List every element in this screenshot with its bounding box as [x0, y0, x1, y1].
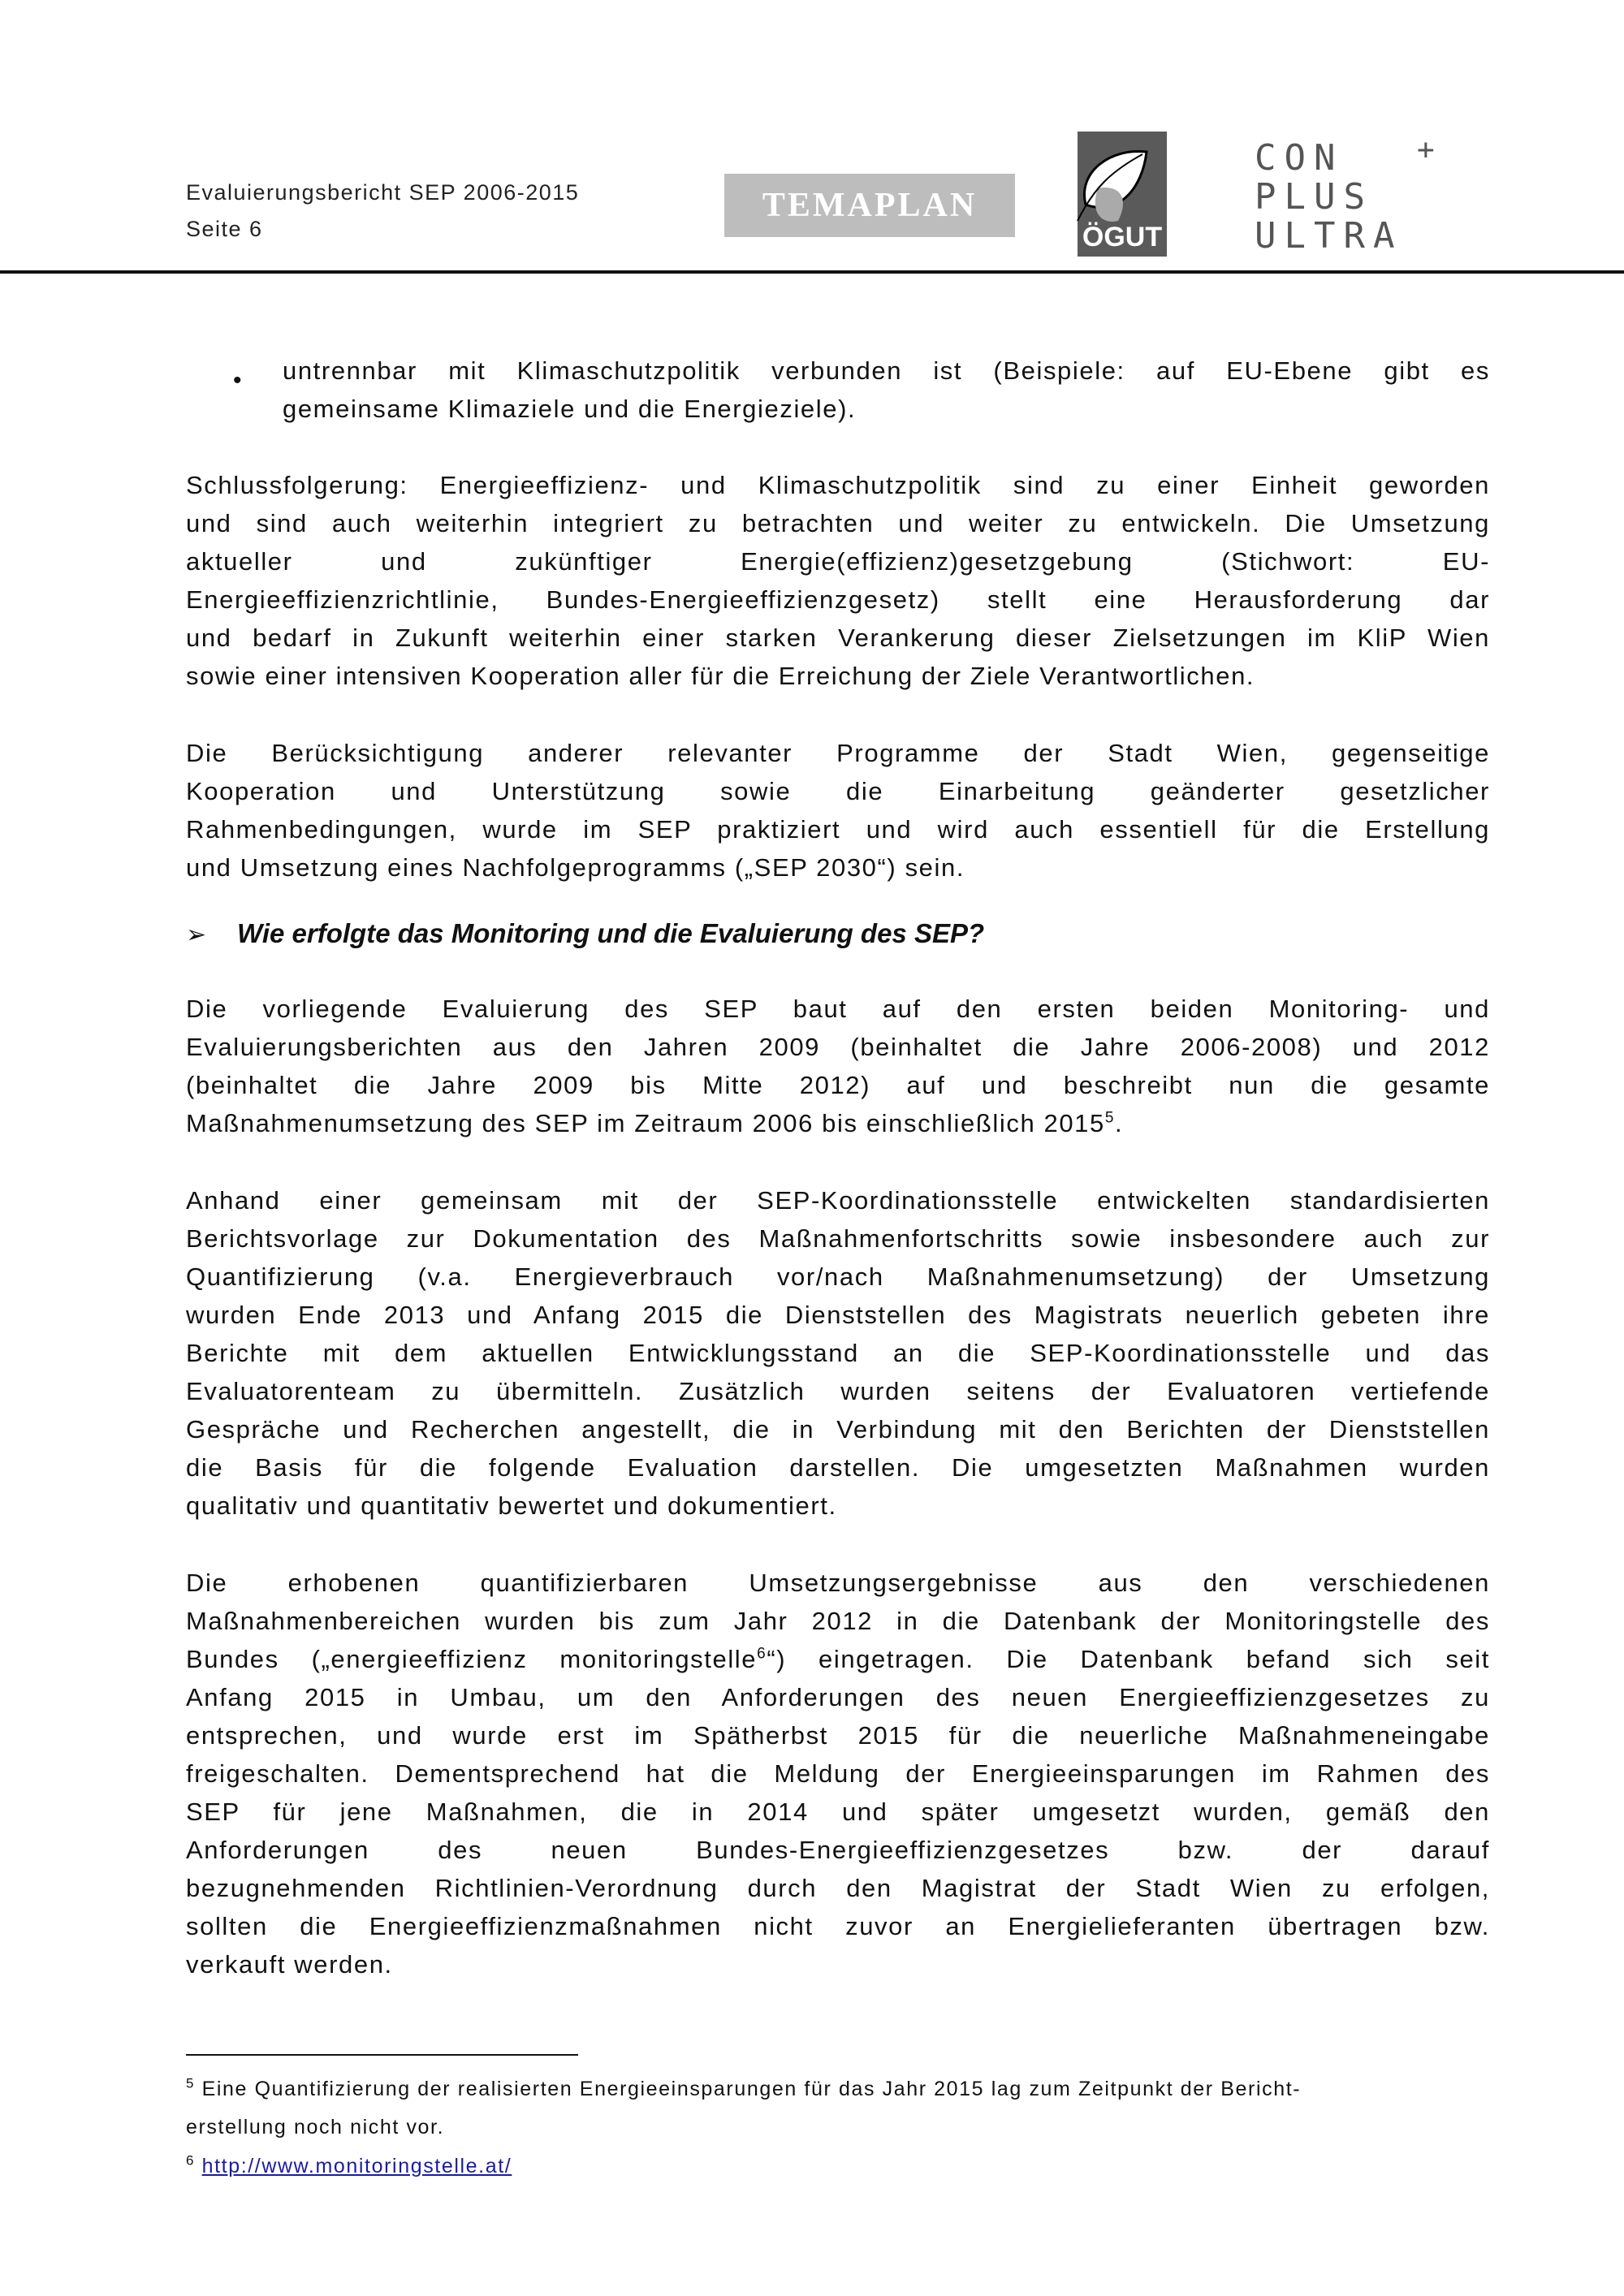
text-line: Kooperation und Unterstützung sowie die Einarbeitung geänderter gesetzlicher: [186, 777, 1490, 805]
text-line: (beinhaltet die Jahre 2009 bis Mitte 2012) auf und beschreibt nun die gesamte: [186, 1071, 1490, 1099]
section-heading: [186, 918, 984, 949]
text-line: Evaluatorenteam zu übermitteln. Zusätzlich wurden seitens der Evaluatoren vertiefende: [186, 1377, 1490, 1405]
footnote-divider: [186, 2054, 578, 2056]
header-divider: [0, 270, 1624, 274]
paragraph-programs: [186, 734, 1490, 887]
footnote-5: [186, 2070, 1301, 2147]
text-line: Evaluierungsberichten aus den Jahren 2009 (beinhaltet die Jahre 2006-2008) und 2012: [186, 1033, 1490, 1061]
text-segment: Maßnahmenumsetzung des SEP im Zeitraum 2006 bis einschließlich 2015: [186, 1109, 1105, 1137]
text-line: entsprechen, und wurde erst im Spätherbst 2015 für die neuerliche Maßnahmeneingabe: [186, 1721, 1490, 1750]
footnote-text: erstellung noch nicht vor.: [186, 2116, 445, 2138]
paragraph-conclusion: [186, 466, 1490, 695]
arrow-bullet-icon: ➢: [186, 921, 207, 948]
ogut-logo: [1078, 132, 1167, 257]
text-line: bezugnehmenden Richtlinien-Verordnung durch den Magistrat der Stadt Wien zu erfolgen,: [186, 1874, 1490, 1902]
text-line: wurden Ende 2013 und Anfang 2015 die Dienststellen des Magistrats neuerlich gebeten ihre: [186, 1301, 1490, 1329]
bullet-item: [283, 352, 1490, 428]
text-line: sowie einer intensiven Kooperation aller für die Erreichung der Ziele Verantwortlichen.: [186, 662, 1255, 690]
text-line: und bedarf in Zukunft weiterhin einer starken Verankerung dieser Zielsetzungen im KliP Wien: [186, 624, 1490, 652]
paragraph-reporting: [186, 1181, 1490, 1525]
text-line: Die erhobenen quantifizierbaren Umsetzungsergebnisse aus den verschiedenen: [186, 1569, 1490, 1597]
header-title: Evaluierungsbericht SEP 2006-2015: [186, 180, 580, 205]
footnote-text: Eine Quantifizierung der realisierten Energieeinsparungen für das Jahr 2015 lag zum Zeitpunkt der Bericht-: [201, 2078, 1302, 2100]
con-plus-ultra-logo: + CON PLUS ULTRA: [1255, 133, 1443, 257]
header-page-number: Seite 6: [186, 217, 263, 241]
text-line: Berichte mit dem aktuellen Entwicklungsstand an die SEP-Koordinationsstelle und das: [186, 1339, 1490, 1367]
text-segment: Bundes („energieeffizienz monitoringstelle: [186, 1645, 758, 1673]
text-line: Die Berücksichtigung anderer relevanter Programme der Stadt Wien, gegenseitige: [186, 739, 1490, 767]
text-line: [186, 1640, 1490, 1678]
text-line: gemeinsame Klimaziele und die Energieziele).: [283, 395, 857, 423]
section-heading-text: Wie erfolgte das Monitoring und die Evaluierung des SEP?: [237, 918, 985, 948]
text-line: Rahmenbedingungen, wurde im SEP praktiziert und wird auch essentiell für die Erstellung: [186, 815, 1490, 844]
text-line: qualitativ und quantitativ bewertet und dokumentiert.: [186, 1491, 837, 1520]
text-line: [186, 1104, 1490, 1142]
text-line: Schlussfolgerung: Energieeffizienz- und Klimaschutzpolitik sind zu einer Einheit geworden: [186, 471, 1490, 499]
text-line: Gespräche und Recherchen angestellt, die in Verbindung mit den Berichten der Dienststellen: [186, 1415, 1490, 1444]
text-line: die Basis für die folgende Evaluation darstellen. Die umgesetzten Maßnahmen wurden: [186, 1453, 1490, 1482]
leaf-icon: [1061, 140, 1151, 229]
text-line: SEP für jene Maßnahmen, die in 2014 und später umgesetzt wurden, gemäß den: [186, 1798, 1490, 1826]
paragraph-database: [186, 1564, 1490, 1983]
text-line: Energieeffizienzrichtlinie, Bundes-Energieeffizienzgesetz) stellt eine Herausforderung dar: [186, 585, 1490, 614]
paragraph-evaluation: [186, 990, 1490, 1142]
text-line: sollten die Energieeffizienzmaßnahmen nicht zuvor an Energielieferanten übertragen bzw.: [186, 1912, 1490, 1940]
temaplan-logo: TEMAPLAN: [724, 174, 1015, 237]
footnote-number: 6: [186, 2152, 196, 2169]
text-line: Berichtsvorlage zur Dokumentation des Maßnahmenfortschritts sowie insbesondere auch zur: [186, 1224, 1490, 1253]
ogut-logo-text: ÖGUT: [1082, 222, 1163, 252]
text-line: Maßnahmenbereichen wurden bis zum Jahr 2012 in die Datenbank der Monitoringstelle des: [186, 1607, 1490, 1635]
text-line: untrennbar mit Klimaschutzpolitik verbunden ist (Beispiele: auf EU-Ebene gibt es: [283, 356, 1490, 385]
text-line: und sind auch weiterhin integriert zu betrachten und weiter zu entwickeln. Die Umsetzung: [186, 509, 1490, 537]
text-line: Anhand einer gemeinsam mit der SEP-Koordinationsstelle entwickelten standardisierten: [186, 1186, 1490, 1215]
text-segment: .: [1115, 1109, 1124, 1137]
text-segment: “) eingetragen. Die Datenbank befand sich seit: [767, 1645, 1490, 1673]
footnote-ref-6[interactable]: 6: [757, 1645, 767, 1663]
footnote-6: [186, 2147, 512, 2186]
text-line: Die vorliegende Evaluierung des SEP baut auf den ersten beiden Monitoring- und: [186, 995, 1490, 1023]
footnote-number: 5: [186, 2075, 196, 2091]
text-line: verkauft werden.: [186, 1950, 393, 1979]
footnote-ref-5[interactable]: 5: [1104, 1109, 1116, 1127]
bullet-icon: •: [233, 367, 242, 394]
text-line: aktueller und zukünftiger Energie(effizienz)gesetzgebung (Stichwort: EU-: [186, 547, 1490, 576]
text-line: Anfang 2015 in Umbau, um den Anforderungen des neuen Energieeffizienzgesetzes zu: [186, 1683, 1490, 1711]
text-line: Anforderungen des neuen Bundes-Energieeffizienzgesetzes bzw. der darauf: [186, 1836, 1490, 1864]
text-line: und Umsetzung eines Nachfolgeprogramms („SEP 2030“) sein.: [186, 853, 965, 882]
text-line: Quantifizierung (v.a. Energieverbrauch vor/nach Maßnahmenumsetzung) der Umsetzung: [186, 1262, 1490, 1291]
monitoringstelle-link[interactable]: http://www.monitoringstelle.at/: [201, 2155, 512, 2177]
text-line: freigeschalten. Dementsprechend hat die Meldung der Energieeinsparungen im Rahmen des: [186, 1759, 1490, 1788]
